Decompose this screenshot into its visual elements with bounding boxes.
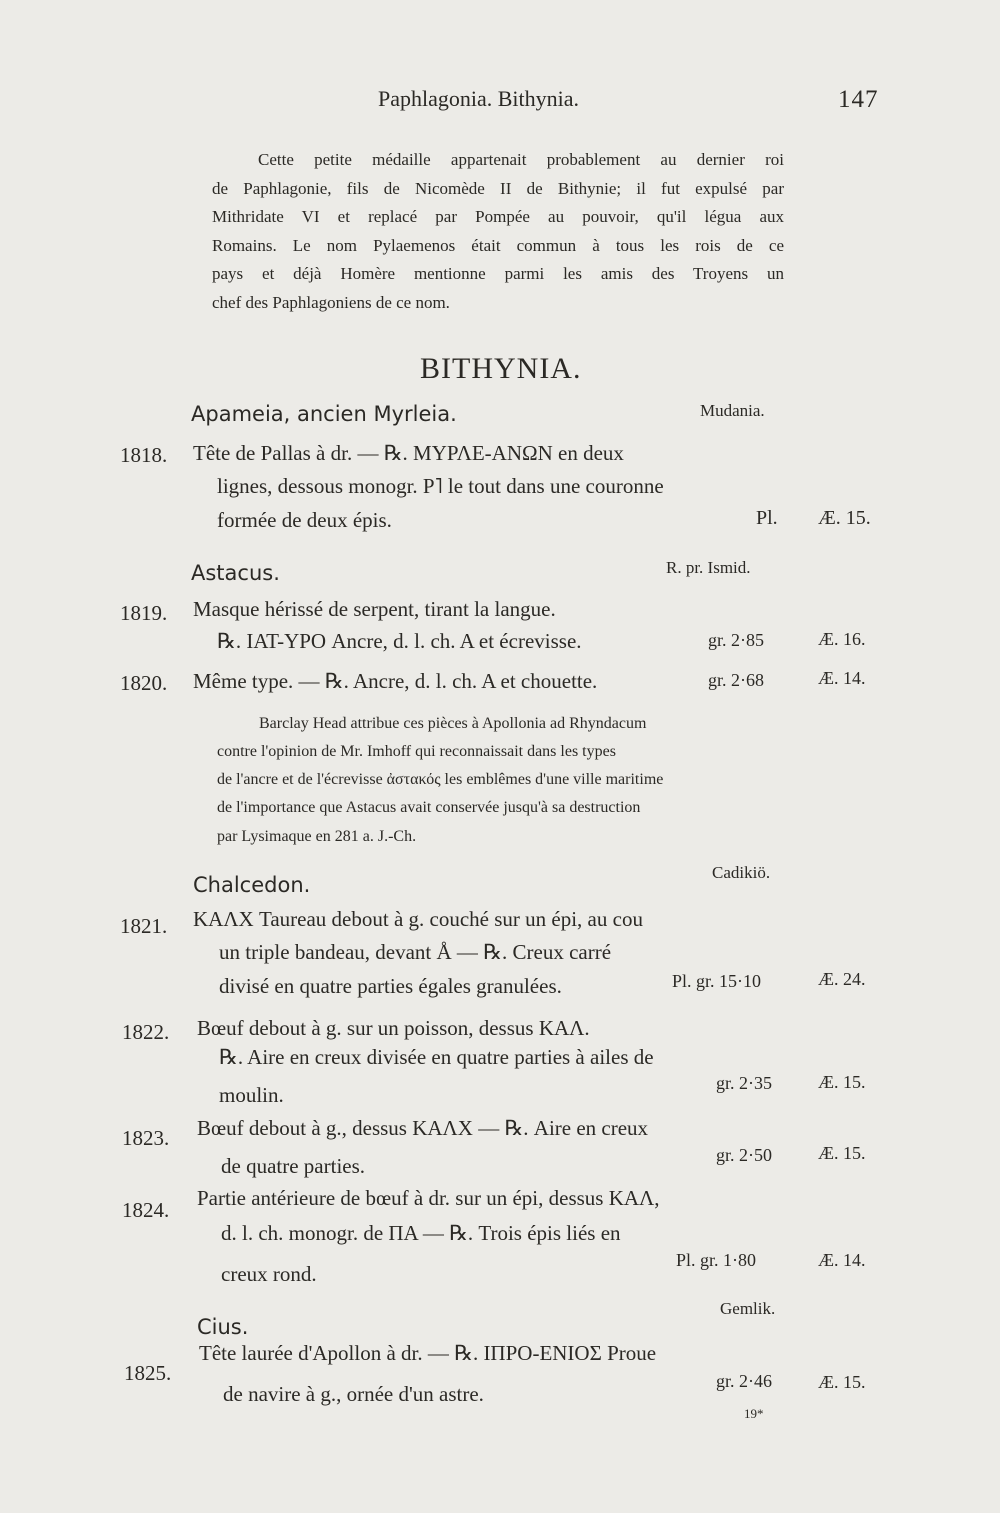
entry-weight: Pl. gr. 15·10 <box>672 971 762 991</box>
intro-line: Mithridate VI et replacé par Pompée au pouvoir, qu'il légua aux <box>212 207 784 227</box>
entry-line: de quatre parties. <box>221 1154 366 1178</box>
entry-metal: Æ. 15. <box>818 1372 866 1392</box>
entry-line: moulin. <box>219 1083 284 1107</box>
running-head: Paphlagonia. Bithynia. <box>378 86 580 111</box>
intro-line: de Paphlagonie, fils de Nicomède II de Bithynie; il fut expulsé par <box>212 178 784 198</box>
intro-line: chef des Paphlagoniens de ce nom. <box>212 292 450 312</box>
entry-line: de navire à g., ornée d'un astre. <box>223 1382 484 1406</box>
entry-line: Masque hérissé de serpent, tirant la langue. <box>193 597 556 621</box>
signature-mark: 19* <box>744 1406 764 1421</box>
entry-number: 1823. <box>122 1126 170 1150</box>
city-locality: Cadikiö. <box>712 863 771 882</box>
entry-number: 1822. <box>122 1020 170 1044</box>
entry-number: 1819. <box>120 601 168 625</box>
entry-weight: gr. 2·85 <box>708 630 764 650</box>
entry-line: Même type. — ℞. Ancre, d. l. ch. A et chouette. <box>193 669 598 693</box>
section-title: BITHYNIA. <box>420 352 582 385</box>
entry-weight: Pl. <box>756 507 778 529</box>
entry-weight: gr. 2·46 <box>716 1371 772 1391</box>
city-heading: Cius. <box>197 1315 249 1339</box>
entry-weight: gr. 2·35 <box>716 1073 772 1093</box>
entry-weight: gr. 2·50 <box>716 1145 772 1165</box>
entry-line: Partie antérieure de bœuf à dr. sur un épi, dessus ΚΑΛ, <box>197 1186 660 1210</box>
city-locality: Gemlik. <box>720 1299 776 1318</box>
city-locality: R. pr. Ismid. <box>666 558 751 577</box>
entry-line: divisé en quatre parties égales granulées. <box>219 974 562 998</box>
entry-line: ℞. Aire en creux divisée en quatre parties à ailes de <box>219 1045 654 1069</box>
intro-line: Cette petite médaille appartenait probablement au dernier roi <box>258 150 784 169</box>
intro-line: Romains. Le nom Pylaemenos était commun à tous les rois de ce <box>212 235 784 255</box>
city-locality: Mudania. <box>700 401 765 420</box>
entry-number: 1820. <box>120 671 168 695</box>
intro-line: pays et déjà Homère mentionne parmi les amis des Troyens un <box>212 264 784 284</box>
entry-number: 1824. <box>122 1198 170 1222</box>
note-line: de l'ancre et de l'écrevisse ἀστακός les emblêmes d'une ville maritime <box>217 771 664 788</box>
city-heading: Chalcedon. <box>193 873 311 897</box>
entry-metal: Æ. 15. <box>818 507 871 529</box>
note-line: Barclay Head attribue ces pièces à Apollonia ad Rhyndacum <box>259 715 647 732</box>
city-heading: Astacus. <box>191 561 280 585</box>
entry-line: ΚΑΛΧ Taureau debout à g. couché sur un épi, au cou <box>193 907 643 931</box>
entry-line: creux rond. <box>221 1262 317 1286</box>
entry-weight: gr. 2·68 <box>708 670 764 690</box>
entry-weight: Pl. gr. 1·80 <box>676 1250 757 1270</box>
entry-line: formée de deux épis. <box>217 508 392 532</box>
entry-number: 1818. <box>120 443 168 467</box>
note-line: de l'importance que Astacus avait conservée jusqu'à sa destruction <box>217 799 641 816</box>
entry-metal: Æ. 15. <box>818 1072 866 1092</box>
city-heading: Apameia, ancien Myrleia. <box>191 402 457 426</box>
entry-line: d. l. ch. monogr. de ΠΑ — ℞. Trois épis liés en <box>221 1221 621 1245</box>
entry-metal: Æ. 14. <box>818 1250 866 1270</box>
entry-line: lignes, dessous monogr. Ρ˥ le tout dans une couronne <box>217 474 664 498</box>
entry-line: Bœuf debout à g. sur un poisson, dessus ΚΑΛ. <box>197 1016 590 1040</box>
entry-line: Tête laurée d'Apollon à dr. — ℞. ΙΠΡΟ-ΕΝΙΟΣ Proue <box>199 1341 657 1365</box>
page-number: 147 <box>838 86 879 113</box>
note-line: par Lysimaque en 281 a. J.-Ch. <box>217 828 417 845</box>
entry-metal: Æ. 16. <box>818 629 866 649</box>
entry-line: Tête de Pallas à dr. — ℞. ΜΥΡΛΕ-ΑΝΩΝ en deux <box>193 441 624 465</box>
intro-paragraph <box>212 146 784 318</box>
entry-metal: Æ. 15. <box>818 1143 866 1163</box>
note-line: contre l'opinion de Mr. Imhoff qui reconnaissait dans les types <box>217 743 616 760</box>
entry-number: 1825. <box>124 1361 172 1385</box>
entry-line: un triple bandeau, devant Å — ℞. Creux carré <box>219 940 612 964</box>
entry-line: ℞. ΙΑΤ-ΥΡΟ Ancre, d. l. ch. A et écrevisse. <box>217 629 582 653</box>
entry-line: Bœuf debout à g., dessus ΚΑΛΧ — ℞. Aire en creux <box>197 1116 649 1140</box>
entry-metal: Æ. 14. <box>818 668 866 688</box>
entry-number: 1821. <box>120 914 168 938</box>
entry-metal: Æ. 24. <box>818 969 866 989</box>
